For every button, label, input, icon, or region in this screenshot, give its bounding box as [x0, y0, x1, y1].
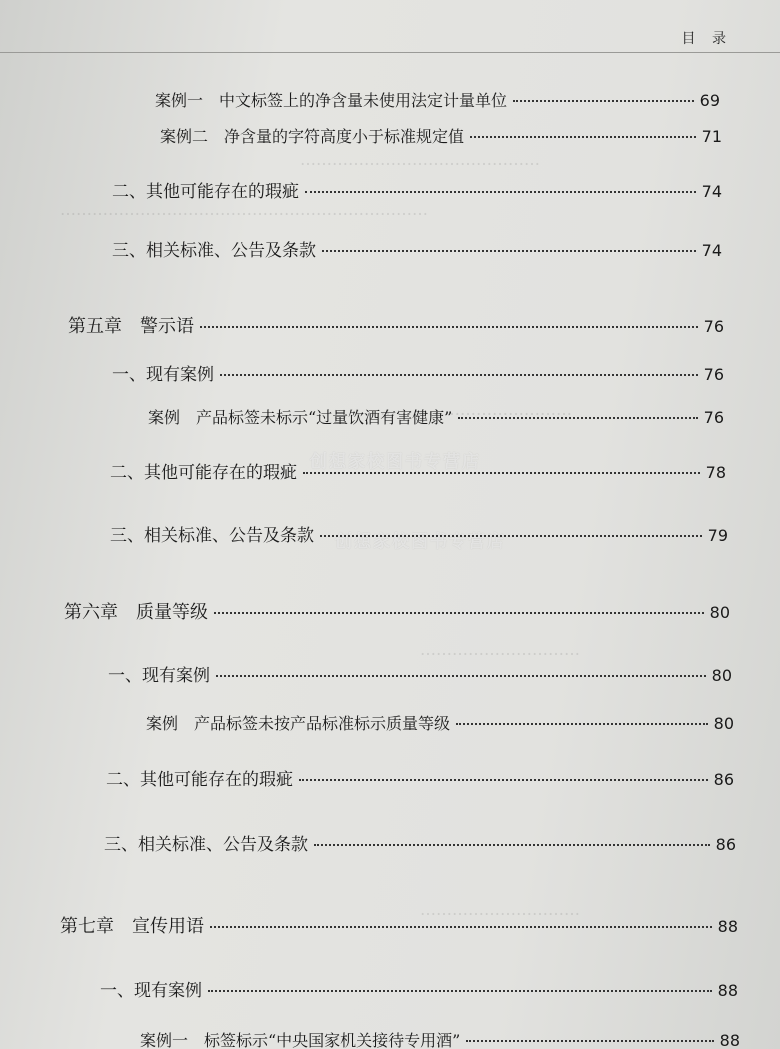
header-rule: [0, 52, 780, 53]
page-header: 目 录: [681, 31, 732, 47]
leader-dots: [513, 100, 694, 102]
watermark: 创想家校图书专营店: [335, 532, 506, 552]
toc-page: 88: [719, 1031, 740, 1049]
toc-entry[interactable]: [112, 177, 722, 202]
toc-page: 80: [709, 603, 730, 622]
toc-entry[interactable]: [112, 236, 722, 261]
toc-entry[interactable]: [110, 521, 728, 546]
show-through-text: …………………………: [420, 640, 580, 659]
toc-page: 76: [703, 317, 724, 336]
toc-entry[interactable]: [108, 661, 732, 686]
toc-label: 第七章 宣传用语: [60, 916, 204, 937]
toc-entry[interactable]: [160, 124, 722, 147]
toc-page: 74: [701, 182, 722, 201]
toc-page: 69: [699, 91, 720, 110]
toc-page: 80: [713, 714, 734, 733]
toc-page: 88: [717, 917, 738, 936]
toc-label: 一、现有案例: [100, 981, 202, 1001]
leader-dots: [208, 990, 712, 992]
toc-entry[interactable]: [104, 830, 736, 855]
toc-label: 二、其他可能存在的瑕疵: [110, 463, 297, 483]
leader-dots: [303, 472, 700, 474]
toc-page: 78: [705, 463, 726, 482]
toc-entry[interactable]: [146, 711, 734, 734]
toc-label: 案例 产品标签未标示“过量饮酒有害健康”: [148, 408, 453, 427]
toc-page: 80: [711, 666, 732, 685]
leader-dots: [210, 926, 712, 928]
toc-entry[interactable]: [100, 976, 738, 1001]
toc-label: 案例一 标签标示“中央国家机关接待专用酒”: [140, 1031, 461, 1049]
toc-page: 88: [717, 981, 738, 1000]
toc-page: 86: [715, 835, 736, 854]
leader-dots: [216, 675, 706, 677]
toc-entry[interactable]: [110, 458, 726, 483]
toc-label: 二、其他可能存在的瑕疵: [106, 770, 293, 790]
leader-dots: [320, 535, 702, 537]
toc-page: 86: [713, 770, 734, 789]
leader-dots: [314, 844, 710, 846]
leader-dots: [458, 417, 697, 419]
leader-dots: [322, 250, 696, 252]
watermark: 创想家校图书专营店: [310, 452, 481, 472]
toc-page: 76: [703, 365, 724, 384]
toc-page: 76: [703, 408, 724, 427]
toc-label: 第五章 警示语: [68, 316, 194, 337]
leader-dots: [456, 723, 708, 725]
toc-page: 71: [701, 127, 722, 146]
toc-chapter[interactable]: [68, 312, 724, 338]
toc-entry[interactable]: [112, 360, 724, 385]
toc-label: 一、现有案例: [112, 365, 214, 385]
leader-dots: [214, 612, 704, 614]
toc-chapter[interactable]: [64, 598, 730, 624]
toc-chapter[interactable]: [60, 912, 738, 938]
toc-entry[interactable]: [155, 88, 720, 111]
leader-dots: [220, 374, 698, 376]
toc-page: 79: [707, 526, 728, 545]
toc-label: 三、相关标准、公告及条款: [110, 526, 314, 546]
show-through-text: ……………………………………………………………: [60, 200, 428, 219]
show-through-text: ………………………………………: [300, 150, 540, 169]
toc-label: 二、其他可能存在的瑕疵: [112, 182, 299, 202]
leader-dots: [299, 779, 708, 781]
toc-label: 案例二 净含量的字符高度小于标准规定值: [160, 127, 465, 146]
leader-dots: [470, 136, 696, 138]
toc-label: 案例 产品标签未按产品标准标示质量等级: [146, 714, 451, 733]
toc-page: 74: [701, 241, 722, 260]
toc-label: 三、相关标准、公告及条款: [104, 835, 308, 855]
toc-entry[interactable]: [106, 765, 734, 790]
toc-entry[interactable]: [148, 405, 724, 428]
toc-entry[interactable]: [140, 1028, 740, 1049]
toc-label: 第六章 质量等级: [64, 602, 208, 623]
leader-dots: [466, 1040, 713, 1042]
leader-dots: [305, 191, 696, 193]
toc-label: 案例一 中文标签上的净含量未使用法定计量单位: [155, 91, 508, 110]
toc-label: 三、相关标准、公告及条款: [112, 241, 316, 261]
leader-dots: [200, 326, 698, 328]
toc-label: 一、现有案例: [108, 666, 210, 686]
show-through-text: …………………………: [420, 900, 580, 919]
show-through-text: ………………………………: [380, 400, 572, 419]
